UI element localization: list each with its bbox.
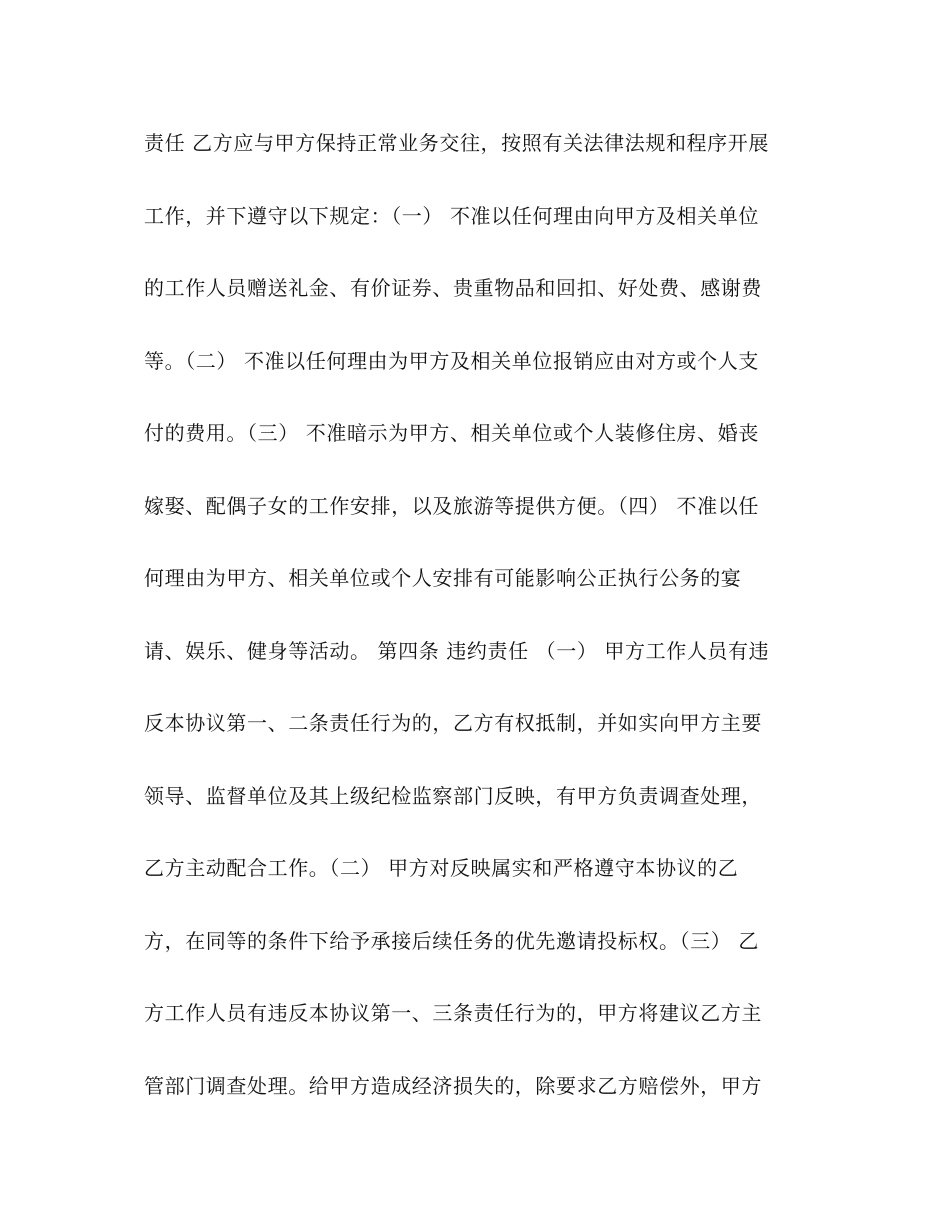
text-line: 方工作人员有违反本协议第一、三条责任行为的，甲方将建议乙方主 (144, 1001, 762, 1025)
text-line: 责任 乙方应与甲方保持正常业务交往，按照有关法律法规和程序开展 (144, 131, 769, 155)
text-line: 付的费用。（三） 不准暗示为甲方、相关单位或个人装修住房、婚丧 (144, 421, 759, 445)
text-line: 嫁娶、配偶子女的工作安排，以及旅游等提供方便。（四） 不准以任 (144, 493, 759, 518)
text-line: 等。（二） 不准以任何理由为甲方及相关单位报销应由对方或个人支 (144, 348, 759, 373)
text-line: 乙方主动配合工作。（二） 甲方对反映属实和严格遵守本协议的乙 (144, 856, 739, 880)
text-line: 的工作人员赠送礼金、有价证券、贵重物品和回扣、好处费、感谢费 (144, 276, 762, 300)
text-line: 何理由为甲方、相关单位或个人安排有可能影响公正执行公务的宴 (144, 566, 742, 590)
document-body (144, 123, 814, 1138)
text-line: 请、娱乐、健身等活动。 第四条 违约责任 （一） 甲方工作人员有违 (144, 638, 770, 663)
text-line: 领导、监督单位及其上级纪检监察部门反映，有甲方负责调查处理， (144, 783, 762, 808)
text-line: 管部门调查处理。给甲方造成经济损失的，除要求乙方赔偿外，甲方 (144, 1073, 762, 1098)
text-line: 方，在同等的条件下给予承接后续任务的优先邀请投标权。（三） 乙 (144, 928, 759, 953)
text-line: 工作，并下遵守以下规定：（一） 不准以任何理由向甲方及相关单位 (144, 203, 759, 228)
text-line: 反本协议第一、二条责任行为的，乙方有权抵制，并如实向甲方主要 (144, 711, 762, 735)
